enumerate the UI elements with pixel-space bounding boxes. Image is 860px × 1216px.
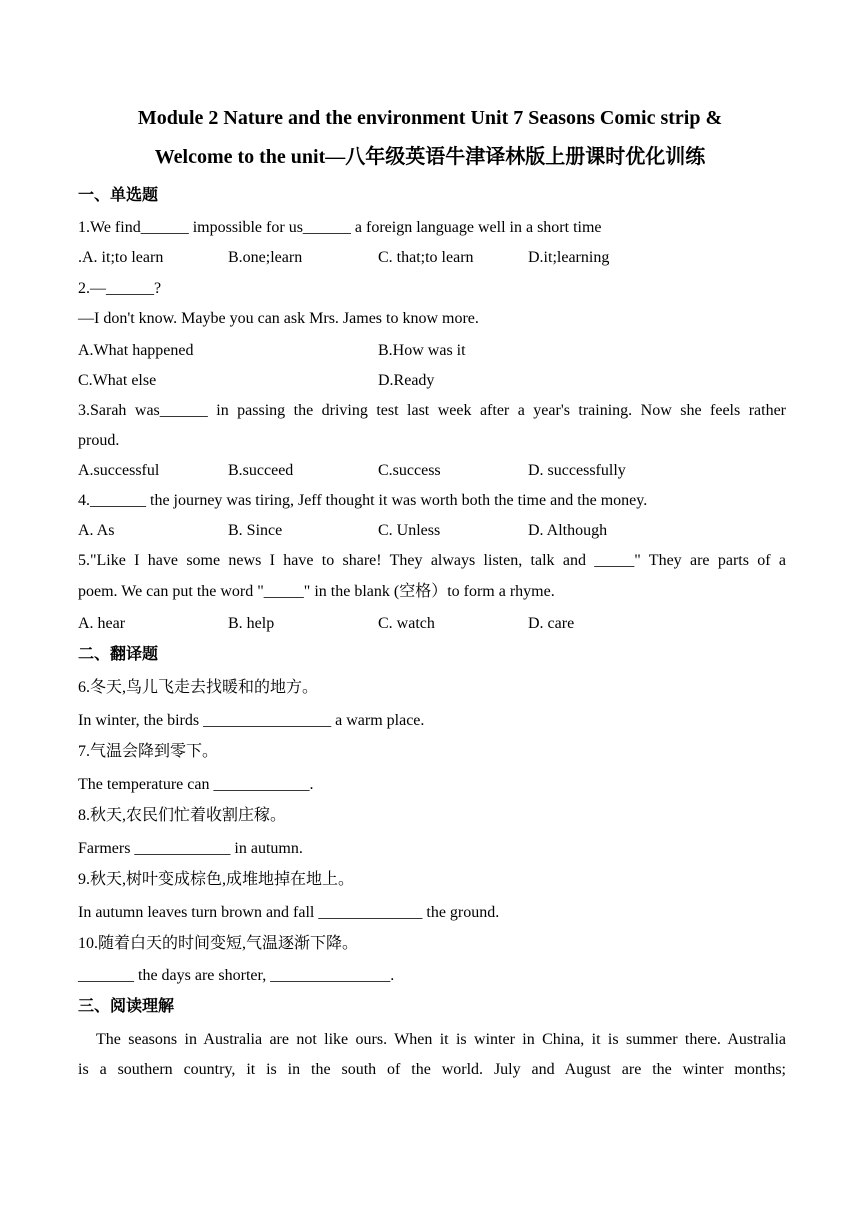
translation-9-english: In autumn leaves turn brown and fall _____________ the ground. — [78, 904, 500, 921]
translation-10-chinese: 10.随着白天的时间变短,气温逐渐下降。 — [78, 935, 359, 952]
question-4-option-d: D. Although — [528, 522, 608, 539]
question-1-option-c: C. that;to learn — [378, 249, 474, 266]
section-heading-single-choice: 一、单选题 — [78, 187, 159, 204]
question-2-option-a: A.What happened — [78, 342, 194, 359]
question-3-option-c: C.success — [378, 462, 441, 479]
question-2-stem: 2.—______? — [78, 280, 162, 297]
reading-passage-line-1: The seasons in Australia are not like ours. When it is winter in China, it is summer there. Australia — [96, 1031, 786, 1048]
question-2-option-d: D.Ready — [378, 372, 435, 389]
question-1-option-a: .A. it;to learn — [78, 249, 164, 266]
question-5-option-d: D. care — [528, 615, 575, 632]
reading-passage-line-2: is a southern country, it is in the south of the world. July and August are the winter months; — [78, 1061, 786, 1078]
question-4-stem: 4._______ the journey was tiring, Jeff thought it was worth both the time and the money. — [78, 492, 648, 509]
question-1-option-d: D.it;learning — [528, 249, 610, 266]
question-3-option-a: A.successful — [78, 462, 160, 479]
translation-7-chinese: 7.气温会降到零下。 — [78, 743, 219, 760]
question-2-reply: —I don't know. Maybe you can ask Mrs. James to know more. — [78, 310, 479, 327]
section-heading-reading: 三、阅读理解 — [78, 998, 175, 1015]
document-title-line-1: Module 2 Nature and the environment Unit 7 Seasons Comic strip & — [137, 107, 723, 129]
question-3-option-b: B.succeed — [228, 462, 294, 479]
question-5-stem-line-2: poem. We can put the word "_____" in the blank (空格）to form a rhyme. — [78, 583, 555, 600]
question-5-option-b: B. help — [228, 615, 275, 632]
question-4-option-a: A. As — [78, 522, 115, 539]
translation-8-english: Farmers ____________ in autumn. — [78, 840, 303, 857]
translation-10-english: _______ the days are shorter, _______________. — [78, 967, 395, 984]
question-3-stem-line-1: 3.Sarah was______ in passing the driving test last week after a year's training. Now she feels rather — [78, 402, 786, 419]
question-2-option-b: B.How was it — [378, 342, 466, 359]
document-title-line-2: Welcome to the unit—八年级英语牛津译林版上册课时优化训练 — [154, 146, 706, 168]
question-1-option-b: B.one;learn — [228, 249, 303, 266]
question-5-option-a: A. hear — [78, 615, 126, 632]
question-3-stem-line-2: proud. — [78, 432, 120, 449]
question-1-stem: 1.We find______ impossible for us______ a foreign language well in a short time — [78, 219, 602, 236]
translation-8-chinese: 8.秋天,农民们忙着收割庄稼。 — [78, 807, 287, 824]
translation-6-english: In winter, the birds ________________ a warm place. — [78, 712, 425, 729]
question-2-option-c: C.What else — [78, 372, 157, 389]
translation-7-english: The temperature can ____________. — [78, 776, 314, 793]
translation-6-chinese: 6.冬天,鸟儿飞走去找暖和的地方。 — [78, 679, 319, 696]
question-5-stem-line-1: 5."Like I have some news I have to share! They always listen, talk and _____" They are parts of a — [78, 552, 786, 569]
question-3-option-d: D. successfully — [528, 462, 626, 479]
question-5-option-c: C. watch — [378, 615, 435, 632]
question-4-option-b: B. Since — [228, 522, 283, 539]
translation-9-chinese: 9.秋天,树叶变成棕色,成堆地掉在地上。 — [78, 871, 355, 888]
section-heading-translation: 二、翻译题 — [78, 646, 159, 663]
question-4-option-c: C. Unless — [378, 522, 441, 539]
